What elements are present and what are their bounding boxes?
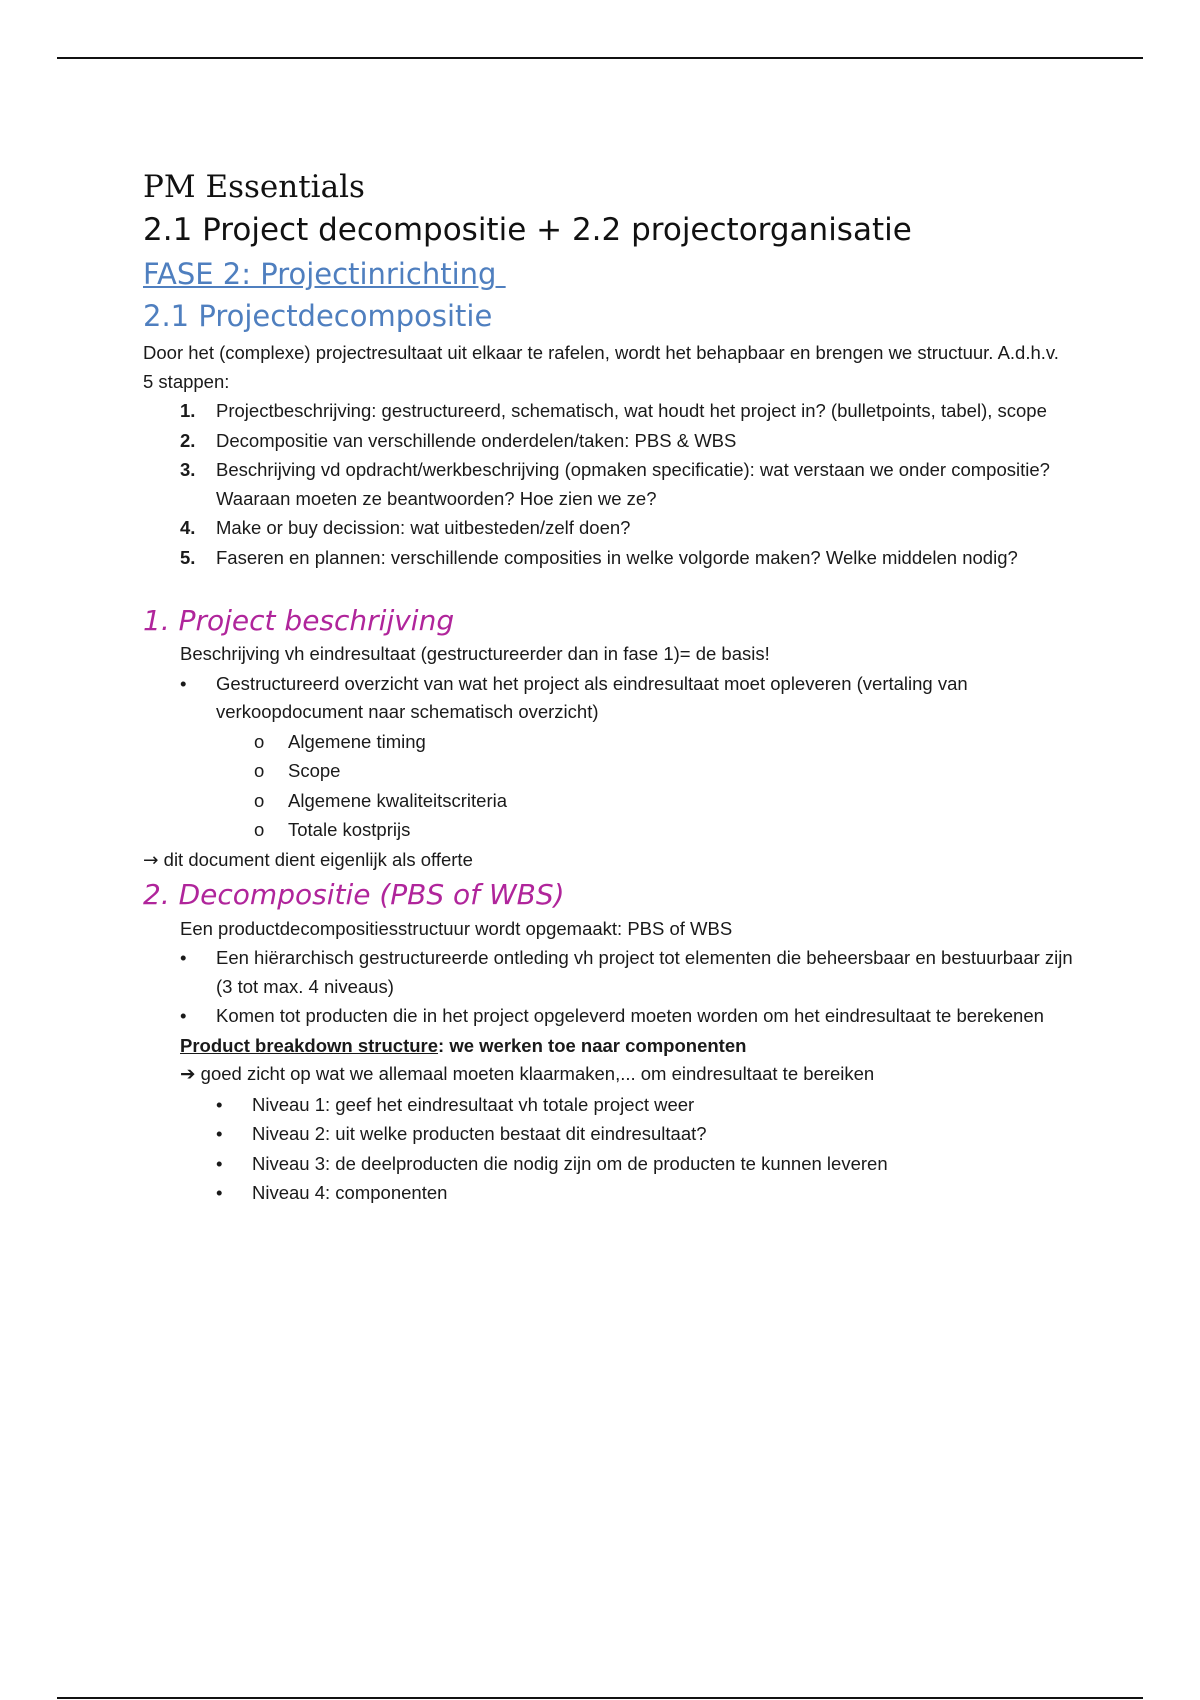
level-item xyxy=(143,1120,1073,1149)
step-number: 1. xyxy=(180,400,196,422)
step-item xyxy=(143,514,1073,543)
section-2-heading: 2. Decompositie (PBS of WBS) xyxy=(143,878,565,912)
sub-marker: o xyxy=(254,819,265,841)
pbs-label: Product breakdown structure xyxy=(180,1034,439,1056)
level-text: Niveau 3: de deelproducten die nodig zijn om de producten te kunnen leveren xyxy=(252,1152,888,1174)
sub-marker: o xyxy=(254,760,265,782)
step-item xyxy=(143,544,1073,573)
sub-marker: o xyxy=(254,789,265,811)
sub-item xyxy=(143,787,1073,816)
phase-heading: FASE 2: Projectinrichting xyxy=(143,257,506,292)
step-item xyxy=(143,456,1073,513)
document-page xyxy=(143,160,1073,1209)
pbs-arrow-line xyxy=(143,1060,1073,1090)
sub-item-text: Algemene kwaliteitscriteria xyxy=(288,789,508,811)
bullet-marker: • xyxy=(180,672,187,694)
sub-item xyxy=(143,816,1073,845)
sub-item-text: Scope xyxy=(288,760,341,782)
bullet-text: Komen tot producten die in het project opgeleverd moeten worden om het eindresultaat te berekenen xyxy=(216,1005,1044,1026)
arrow-icon: ➔ xyxy=(180,1064,196,1085)
arrow-icon: → xyxy=(143,849,159,871)
conclusion-text: dit document dient eigenlijk als offerte xyxy=(163,848,473,870)
level-item xyxy=(143,1150,1073,1179)
pbs-heading xyxy=(143,1032,1073,1061)
step-text: Faseren en plannen: verschillende composities in welke volgorde maken? Welke middelen nodig? xyxy=(216,546,1018,568)
sub-item xyxy=(143,757,1073,786)
pbs-arrow-text: goed zicht op wat we allemaal moeten klaarmaken,... om eindresultaat te bereiken xyxy=(200,1063,875,1084)
section-21-heading: 2.1 Projectdecompositie xyxy=(143,299,493,334)
levels-list xyxy=(143,1091,1073,1208)
section-2-intro: Een productdecompositiesstructuur wordt opgemaakt: PBS of WBS xyxy=(180,917,733,939)
bullet-item xyxy=(143,670,1073,727)
steps-list xyxy=(143,397,1073,572)
step-item xyxy=(143,427,1073,456)
step-item xyxy=(143,397,1073,426)
header-rule xyxy=(57,57,1143,59)
bullet-marker: • xyxy=(216,1182,223,1203)
bullet-marker: • xyxy=(216,1123,223,1144)
level-text: Niveau 2: uit welke producten bestaat dit eindresultaat? xyxy=(252,1123,707,1144)
section-1-heading: 1. Project beschrijving xyxy=(143,604,455,638)
sub-item-text: Algemene timing xyxy=(288,730,426,752)
footer-rule xyxy=(57,1697,1143,1699)
sub-item-text: Totale kostprijs xyxy=(288,819,411,841)
bullet-text: Gestructureerd overzicht van wat het project als eindresultaat moet opleveren (vertaling van verkoopdocument naar schematisch overzicht) xyxy=(216,672,968,723)
step-text: Decompositie van verschillende onderdelen/taken: PBS & WBS xyxy=(216,429,737,451)
section-21-intro: Door het (complexe) projectresultaat uit elkaar te rafelen, wordt het behapbaar en brengen we structuur. A.d.h.v. 5 stappen: xyxy=(143,342,1059,392)
bullet-item xyxy=(143,944,1073,1001)
step-number: 2. xyxy=(180,429,196,451)
section-1-bullets xyxy=(143,670,1073,727)
sub-marker: o xyxy=(254,730,265,752)
bullet-marker: • xyxy=(180,947,187,968)
section-1-subitems xyxy=(143,728,1073,845)
step-number: 3. xyxy=(180,459,196,481)
level-text: Niveau 4: componenten xyxy=(252,1182,448,1203)
step-text: Projectbeschrijving: gestructureerd, schematisch, wat houdt het project in? (bulletpoints, tabel), scope xyxy=(216,400,1047,422)
pbs-rest: : we werken toe naar componenten xyxy=(438,1034,747,1056)
bullet-marker: • xyxy=(216,1093,223,1115)
level-item xyxy=(143,1091,1073,1120)
step-number: 4. xyxy=(180,517,196,539)
bullet-text: Een hiërarchisch gestructureerde ontleding vh project tot elementen die beheersbaar en bestuurbaar zijn (3 tot max. 4 niveaus) xyxy=(216,947,1073,997)
section-2-bullets xyxy=(143,944,1073,1031)
bullet-marker: • xyxy=(180,1005,187,1026)
bullet-item xyxy=(143,1002,1073,1031)
section-1-conclusion xyxy=(143,846,1073,876)
step-number: 5. xyxy=(180,546,196,568)
level-item xyxy=(143,1179,1073,1208)
bullet-marker: • xyxy=(216,1152,223,1174)
step-text: Beschrijving vd opdracht/werkbeschrijving (opmaken specificatie): wat verstaan we onder compositie? Waaraan moeten ze beantwoorden? Hoe zien we ze? xyxy=(216,459,1050,509)
document-heading: 2.1 Project decompositie + 2.2 projectorganisatie xyxy=(143,212,912,249)
document-title: PM Essentials xyxy=(143,169,365,205)
section-1-intro: Beschrijving vh eindresultaat (gestructureerder dan in fase 1)= de basis! xyxy=(180,643,770,665)
step-text: Make or buy decission: wat uitbesteden/zelf doen? xyxy=(216,517,631,539)
sub-item xyxy=(143,728,1073,757)
level-text: Niveau 1: geef het eindresultaat vh totale project weer xyxy=(252,1093,695,1115)
